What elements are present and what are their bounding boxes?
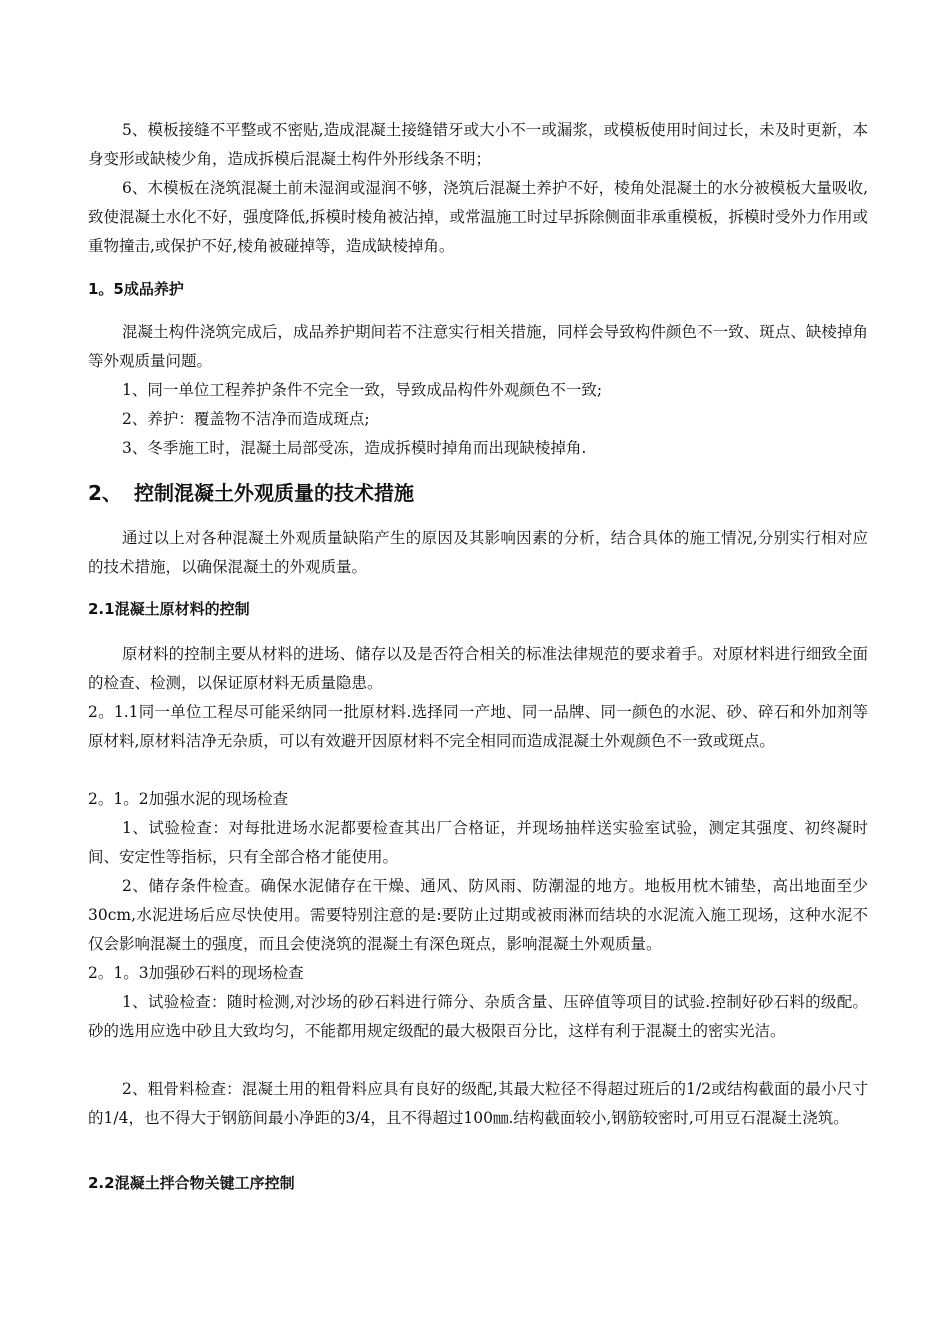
heading-2-1: 2.1混凝土原材料的控制	[88, 600, 250, 618]
paragraph-wood-formwork: 6、木模板在浇筑混凝土前未湿润或湿润不够，浇筑后混凝土养护不好，棱角处混凝土的水分被模板大量吸收,致使混凝土水化不好，强度降低,拆模时棱角被沾掉，或常温施工时过早拆除侧面非承重模板，拆模时受外力作用或重物撞击,或保护不好,棱角被碰掉等，造成缺棱掉角。	[88, 179, 868, 255]
heading-2-1-3: 2。1。3加强砂石料的现场检查	[88, 964, 304, 982]
heading-section-2	[88, 480, 414, 506]
paragraph-cement-storage: 2、储存条件检查。确保水泥储存在干燥、通风、防风雨、防潮湿的地方。地板用枕木铺垫，高出地面至少30cm,水泥进场后应尽快使用。需要特别注意的是:要防止过期或被雨淋而结块的水泥流入施工现场，这种水泥不仅会影响混凝土的强度，而且会使浇筑的混凝土有深色斑点，影响混凝土外观质量。	[88, 877, 868, 953]
heading-2-2: 2.2混凝土拌合物关键工序控制	[88, 1174, 295, 1192]
paragraph-curing-3: 3、冬季施工时，混凝土局部受冻，造成拆模时掉角而出现缺棱掉角.	[122, 439, 587, 457]
paragraph-curing-1: 1、同一单位工程养护条件不完全一致，导致成品构件外观颜色不一致;	[122, 381, 603, 399]
heading-2-1-2: 2。1。2加强水泥的现场检查	[88, 790, 289, 808]
heading-section-2-text: 控制混凝土外观质量的技术措施	[134, 481, 414, 505]
paragraph-cement-test: 1、试验检查：对每批进场水泥都要检查其出厂合格证，并现场抽样送实验室试验，测定其强度、初终凝时间、安定性等指标，只有全部合格才能使用。	[88, 819, 868, 866]
heading-1-5: 1。5成品养护	[88, 280, 184, 298]
paragraph-formwork-joints: 5、模板接缝不平整或不密贴,造成混凝土接缝错牙或大小不一或漏浆，或模板使用时间过长，未及时更新，本身变形或缺棱少角，造成拆模后混凝土构件外形线条不明；	[88, 121, 868, 168]
paragraph-curing-2: 2、养护：覆盖物不洁净而造成斑点;	[122, 410, 370, 428]
paragraph-curing-intro: 混凝土构件浇筑完成后，成品养护期间若不注意实行相关措施，同样会导致构件颜色不一致、斑点、缺棱掉角等外观质量问题。	[88, 323, 868, 370]
paragraph-2-1-1: 2。1.1同一单位工程尽可能采纳同一批原材料.选择同一产地、同一品牌、同一颜色的水泥、砂、碎石和外加剂等原材料,原材料洁净无杂质，可以有效避开因原材料不完全相同而造成混凝土外观颜色不一致或斑点。	[88, 703, 868, 750]
paragraph-section-2-intro: 通过以上对各种混凝土外观质量缺陷产生的原因及其影响因素的分析，结合具体的施工情况,分别实行相对应的技术措施，以确保混凝土的外观质量。	[88, 529, 868, 576]
heading-section-2-number: 2、	[88, 481, 122, 505]
paragraph-raw-material-intro: 原材料的控制主要从材料的进场、储存以及是否符合相关的标准法律规范的要求着手。对原材料进行细致全面的检查、检测，以保证原材料无质量隐患。	[88, 645, 868, 692]
paragraph-sand-test: 1、试验检查：随时检测,对沙场的砂石料进行筛分、杂质含量、压碎值等项目的试验.控制好砂石料的级配。砂的选用应选中砂且大致均匀，不能都用规定级配的最大极限百分比，这样有利于混凝土的密实光洁。	[88, 993, 868, 1040]
paragraph-coarse-aggregate: 2、粗骨料检查：混凝土用的粗骨料应具有良好的级配,其最大粒径不得超过班后的1/2或结构截面的最小尺寸的1/4，也不得大于钢筋间最小净距的3/4，且不得超过100㎜.结构截面较小,钢筋较密时,可用豆石混凝土浇筑。	[88, 1080, 868, 1127]
